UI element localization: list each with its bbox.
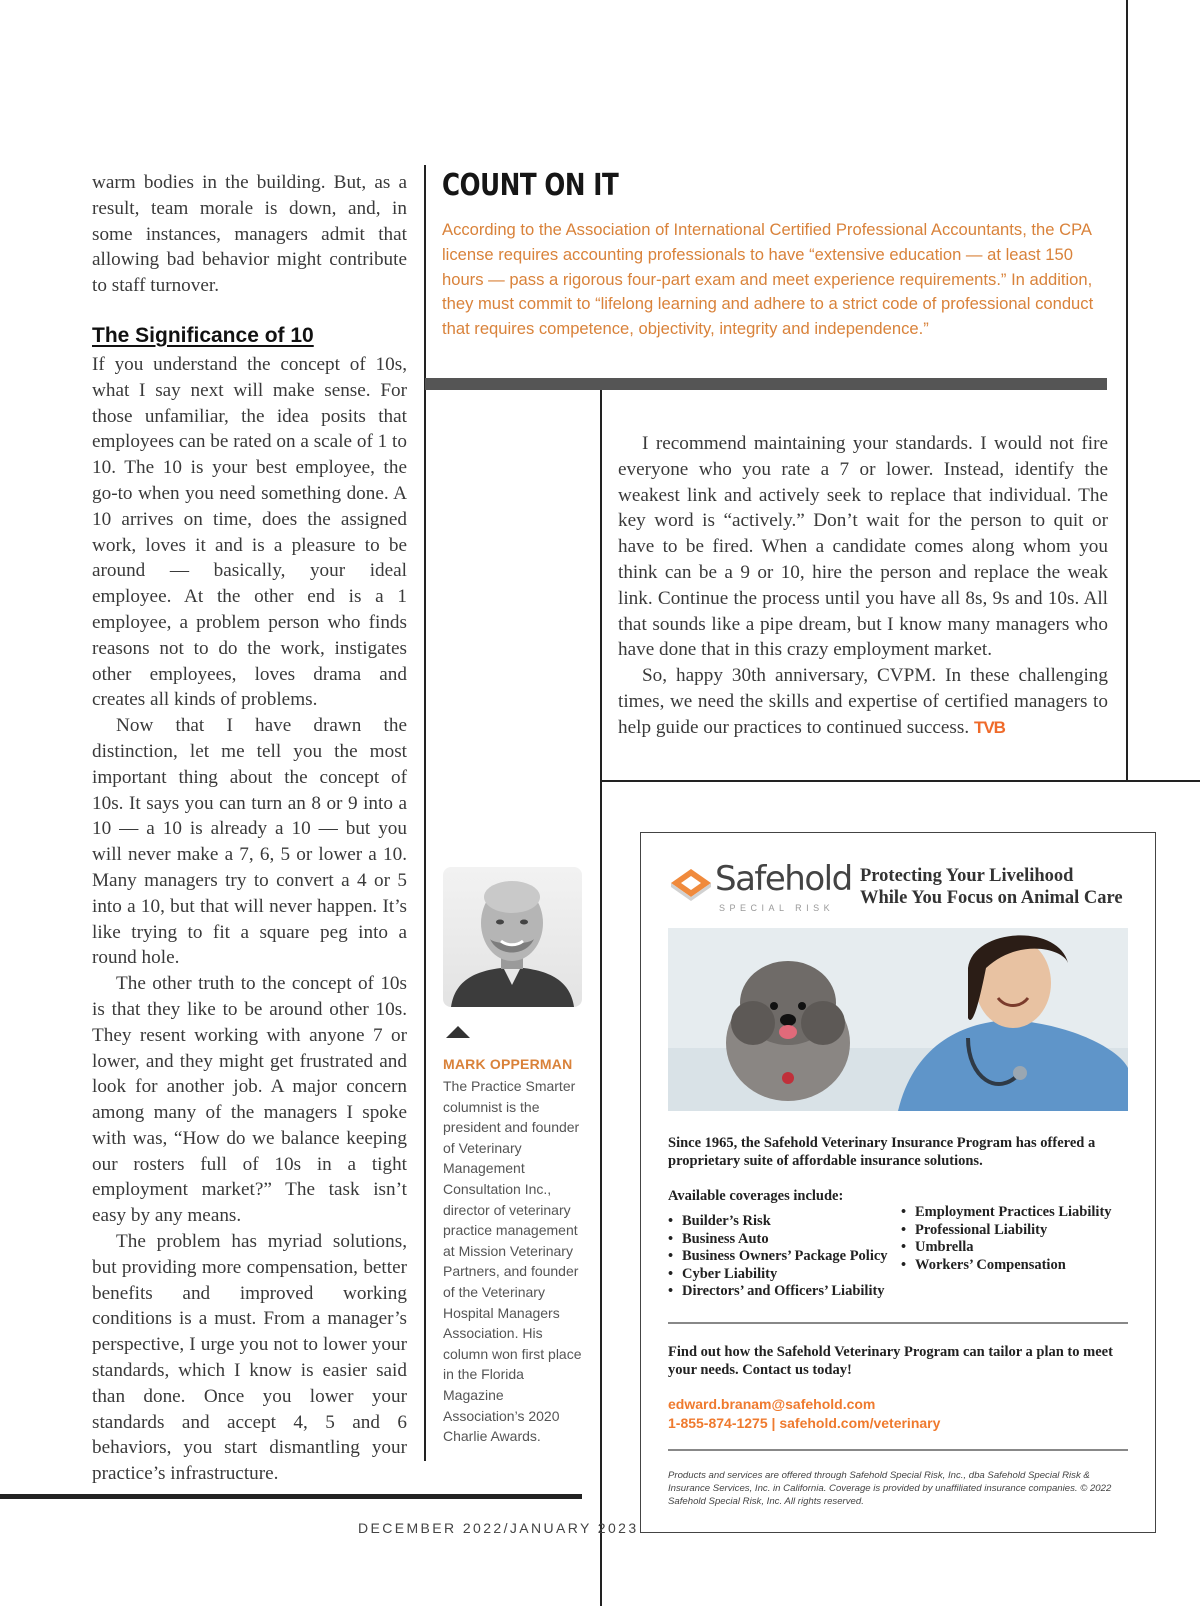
ad-contact — [668, 1395, 940, 1433]
coverages-heading: Available coverages include: — [668, 1188, 844, 1204]
list-item: • Employment Practices Liability — [901, 1204, 1112, 1222]
list-item: • Builder’s Risk — [668, 1213, 888, 1231]
list-item: • Umbrella — [901, 1239, 1112, 1257]
section-subhead: The Significance of 10 — [92, 323, 314, 347]
author-name: MARK OPPERMAN — [443, 1056, 573, 1072]
brand-name: Safehold — [715, 859, 852, 899]
ad-divider — [668, 1322, 1128, 1324]
sidebar-text: According to the Association of International Certified Professional Accountants, the CPA license requires accounting professionals to have “extensive education — at least 150 hours — pass a rigorous four-part exam and meet experience requirements.” In addition, they must commit to “lifelong learning and adhere to a strict code of professional conduct that requires competence, objectivity, integrity and independence.” — [442, 220, 1094, 339]
author-portrait-icon — [443, 867, 582, 1007]
ad-legal-disclaimer: Products and services are offered through Safehold Special Risk, Inc., dba Safehold Special Risk & Insurance Services, Inc. in California. Coverage is provided by unaffiliated insurance companies. © 2022 Safehold Special Risk, Inc. All rights reserved. — [668, 1470, 1112, 1507]
closing-text: So, happy 30th anniversary, CVPM. In these challenging times, we need the skills and expertise of certified managers to help guide our practices to continued success. — [618, 665, 1108, 738]
issue-date: DECEMBER 2022/JANUARY 2023 — [358, 1520, 639, 1536]
list-item: • Business Auto — [668, 1231, 888, 1249]
contact-email-link[interactable]: edward.branam@safehold.com — [668, 1396, 876, 1412]
left-column — [92, 170, 407, 1487]
contact-phone-web-link[interactable]: 1-855-874-1275 | safehold.com/veterinary — [668, 1415, 941, 1431]
ad-divider — [668, 1449, 1128, 1451]
ad-top-rule — [600, 780, 1200, 782]
safehold-advertisement[interactable] — [640, 832, 1156, 1533]
coverages-list-right — [901, 1204, 1112, 1274]
list-item: • Cyber Liability — [668, 1266, 888, 1284]
tagline-line-2: While You Focus on Animal Care — [860, 888, 1123, 908]
right-column-divider — [600, 388, 602, 1606]
ad-intro-text: Since 1965, the Safehold Veterinary Insurance Program has offered a proprietary suite of affordable insurance solutions. — [668, 1135, 1096, 1169]
vet-dog-illustration — [668, 928, 1128, 1111]
right-edge-rule — [1126, 0, 1128, 780]
body-paragraph: If you understand the concept of 10s, what I say next will make sense. For those unfamiliar, the idea posits that employees can be rated on a scale of 1 to 10. The 10 is your best employee, the go-to when you need something done. A 10 arrives on time, does the assigned work, loves it and is a pleasure to be around — basically, your ideal employee. At the other end is a 1 employee, a problem person who finds reasons not to do the work, instigates other employees, loves drama and creates all kinds of problems. — [92, 353, 407, 711]
vet-with-dog-photo — [668, 928, 1128, 1111]
sidebar-bottom-bar — [425, 378, 1107, 390]
list-item: • Business Owners’ Package Policy — [668, 1248, 888, 1266]
list-item: • Workers’ Compensation — [901, 1257, 1112, 1275]
tvb-end-mark: TVB — [973, 717, 1005, 737]
safehold-diamond-icon — [669, 865, 713, 901]
intro-paragraph: warm bodies in the building. But, as a result, team morale is down, and, in some instances, managers admit that allowing bad behavior might contribute to staff turnover. — [92, 172, 407, 297]
closing-paragraph — [618, 663, 1108, 740]
right-column — [618, 431, 1108, 741]
author-photo — [443, 867, 582, 1007]
body-paragraph: Now that I have drawn the distinction, let me tell you the most important thing about the concept of 10s. It says you can turn an 8 or 9 into a 10 — a 10 is already a 10 — but you will never make a 7, 6, 5 or lower a 10. Many managers try to convert a 4 or 5 into a 10, but that will never happen. It’s like trying to fit a square peg into a round hole. — [92, 715, 407, 969]
list-item: • Professional Liability — [901, 1222, 1112, 1240]
tagline-line-1: Protecting Your Livelihood — [860, 866, 1074, 886]
list-item: • Directors’ and Officers’ Liability — [668, 1283, 888, 1301]
sidebar-title: COUNT ON IT — [442, 168, 619, 203]
ad-call-to-action: Find out how the Safehold Veterinary Program can tailor a plan to meet your needs. Contact us today! — [668, 1344, 1113, 1378]
coverages-list-left — [668, 1213, 888, 1301]
bottom-thick-rule — [0, 1494, 582, 1499]
body-paragraph: I recommend maintaining your standards. I would not fire everyone who you rate a 7 or lower. Instead, identify the weakest link and actively seek to replace that individual. The key word is “actively.” Don’t wait for the person to quit or have to be fired. When a candidate comes along whom you think can be a 9 or 10, hire the person and replace the weak link. Continue the process until you have all 8s, 9s and 10s. All that sounds like a pipe dream, but I know many managers who have done that in this crazy employment market. — [618, 433, 1108, 661]
left-column-divider — [424, 165, 426, 1461]
ad-tagline — [860, 865, 1123, 909]
triangle-up-icon — [446, 1026, 470, 1038]
author-bio: The Practice Smarter columnist is the president and founder of Veterinary Management Consultation Inc., director of veterinary practice management at Mission Veterinary Partners, and founder of the Veterinary Hospital Managers Association. His column won first place in the Florida Magazine Association’s 2020 Charlie Awards. — [443, 1078, 582, 1445]
body-paragraph: The other truth to the concept of 10s is that they like to be around other 10s. They resent working with anyone 7 or lower, and they might get frustrated and look for another job. A major concern among many of the managers I spoke with was, “How do we balance keeping our rosters full of 10s in a tight employment market?” The task isn’t easy by any means. — [92, 973, 407, 1227]
brand-subtitle: SPECIAL RISK — [719, 903, 835, 913]
body-paragraph: The problem has myriad solutions, but providing more compensation, better benefits and improved working conditions is a must. From a manager’s perspective, I urge you not to lower your standards, which I know is easier said than done. Once you lower your standards and accept 4, 5 and 6 behaviors, you start dismantling your practice’s infrastructure. — [92, 1231, 407, 1485]
